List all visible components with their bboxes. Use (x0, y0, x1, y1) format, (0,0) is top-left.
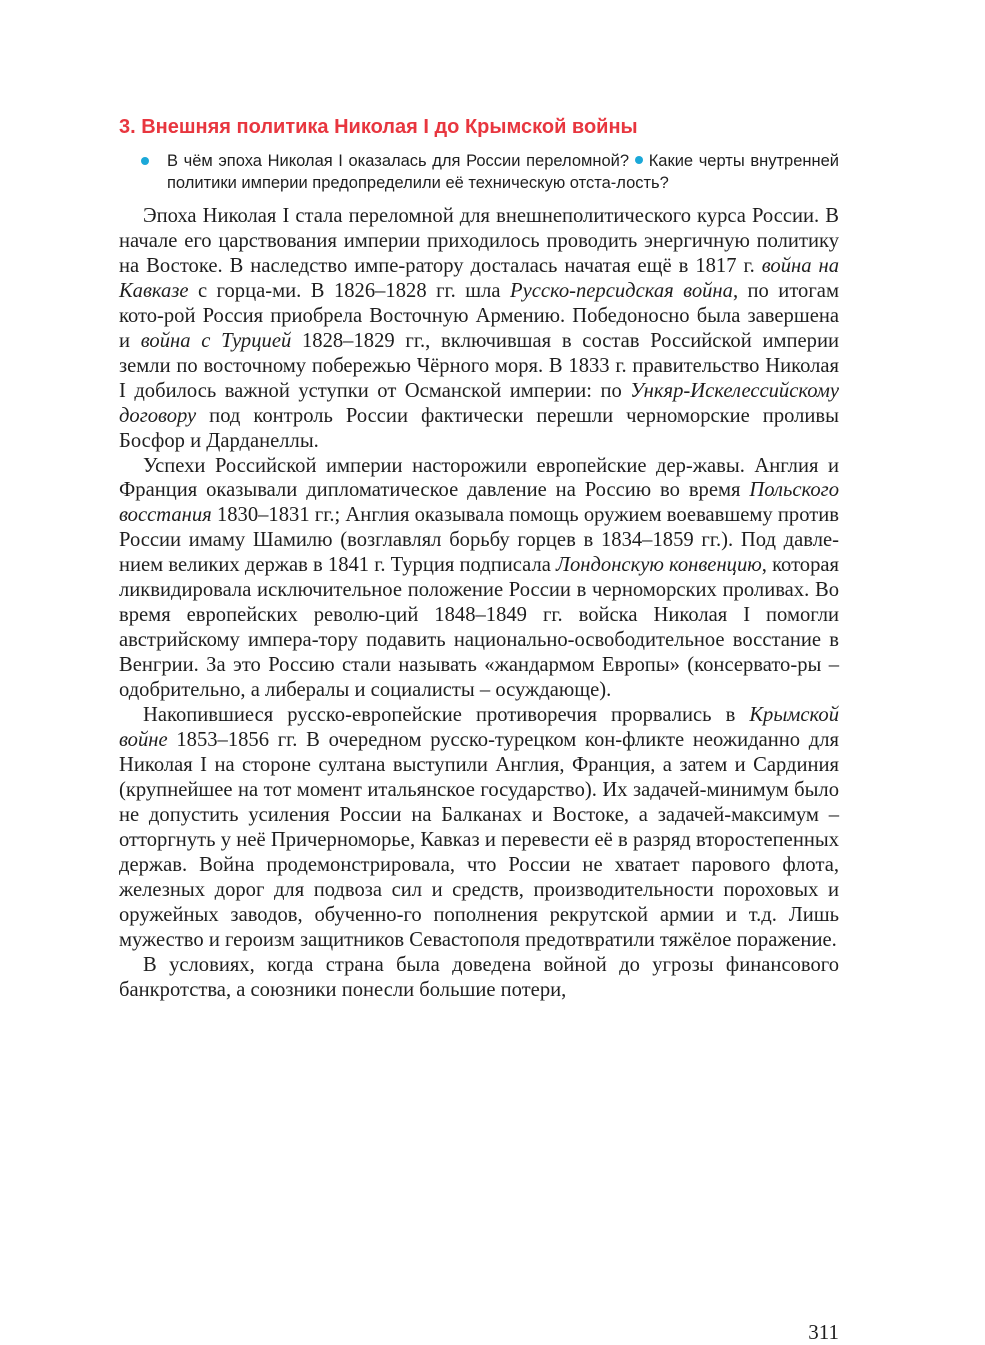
term-polish-uprising: Польского восстания (119, 479, 839, 527)
question-2: Какие черты внутренней политики империи предопределили её техническую отста-лость? (167, 152, 839, 192)
question-1: В чём эпоха Николая I оказалась для России переломной? (167, 152, 630, 170)
term-russo-persian-war: Русско-персидская война (509, 279, 733, 302)
bullet-icon (635, 156, 643, 164)
paragraph-4: В условиях, когда страна была доведена войной до угрозы финансового банкротства, а союзники понесли большие потери, (119, 953, 839, 1001)
paragraph-1: Эпоха Николая I стала переломной для внешнеполитического курса России. В начале его царствования империи приходилось проводить энергичную политику на Востоке. В наследство импе-ратору досталась начатая ещё в 1817 г. война на Кавказе с горца-ми. В 1826–1828 гг. шла Русско-персидская война, по итогам кото-рой Россия приобрела Восточную Армению. Победоносно была завершена и война с Турцией 1828–1829 гг., включившая в состав Российской империи земли по восточному побережью Чёрного моря. В 1833 г. правительство Николая I добилось важной уступки от Османской империи: по Ункяр-Искелессийскому договору под контроль России фактически перешли черноморские проливы Босфор и Дарданеллы. (119, 205, 840, 452)
paragraph-2: Успехи Российской империи насторожили европейские дер-жавы. Англия и Франция оказывали дипломатическое давление на Россию во время Польского восстания 1830–1831 гг.; Англия оказывала помощь оружием воевавшему против России имаму Шамилю (возглавлял борьбу горцев в 1834–1859 гг.). Под давле-нием великих держав в 1841 г. Турция подписала Лондонскую конвенцию, которая ликвидировала исключительное положение России в черноморских проливах. Во время европейских револю-ций 1848–1849 гг. войска Николая I помогли австрийскому импера-тору подавить национально-освободительное восстание в Венгрии. За это Россию стали называть «жандармом Европы» (консервато-ры – одобрительно, а либералы и социалисты – осуждающе). (119, 454, 840, 702)
paragraph-3: Накопившиеся русско-европейские противоречия прорвались в Крымской войне 1853–1856 гг. В очередном русско-турецком кон-фликте неожиданно для Николая I на стороне султана выступили Англия, Франция, а затем и Сардиния (крупнейшее на тот момент итальянское государство). Их задачей-минимум было не допустить усиления России на Балканах и Востоке, а задачей-максимум – отторгнуть у неё Причерноморье, Кавказ и перевести её в разряд второстепенных держав. Война продемонстрировала, что России не хватает парового флота, железных дорог для подвоза сил и средств, производительности пороховых и оружейных заводов, обученно-го пополнения рекрутской армии и т.д. Лишь мужество и героизм защитников Севастополя предотвратили тяжёлое поражение. (119, 704, 839, 951)
page-number: 311 (808, 1320, 839, 1344)
review-questions (119, 150, 839, 194)
term-war-with-turkey: война с Турцией (140, 329, 292, 352)
term-crimean-war: Крымской войне (119, 704, 839, 752)
bullet-icon (141, 157, 149, 165)
textbook-page (119, 112, 840, 1344)
term-unkiar-skelessi-treaty: Ункяр-Искелессийскому договору (119, 379, 839, 427)
term-london-convention: Лондонскую конвенцию (556, 554, 762, 577)
body-text (119, 204, 839, 1003)
term-caucasus-war: война на Кавказе (119, 254, 840, 302)
section-title: 3. Внешняя политика Николая I до Крымской войны (119, 116, 638, 138)
